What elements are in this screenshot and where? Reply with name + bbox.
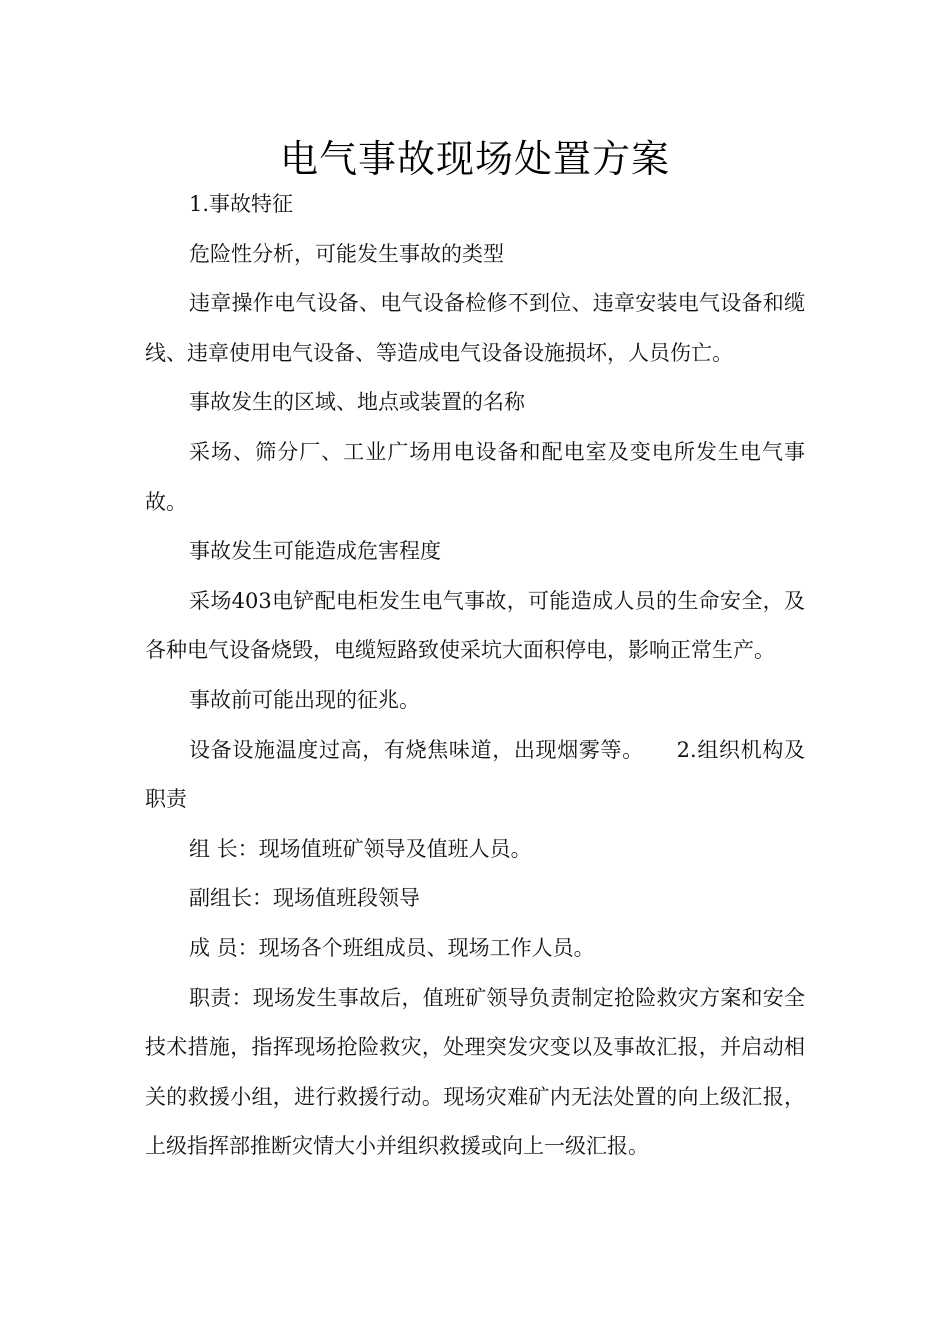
subheading-warning-signs: 事故前可能出现的征兆。 <box>189 687 420 712</box>
document-title: 电气事故现场处置方案 <box>279 137 670 181</box>
paragraph-accident-locations: 采场、筛分厂、工业广场用电设备和配电室及变电所发生电气事故。 <box>145 439 805 514</box>
subheading-hazard-analysis: 危险性分析，可能发生事故的类型 <box>189 241 504 266</box>
subheading-harm-degree: 事故发生可能造成危害程度 <box>189 539 441 564</box>
subheading-accident-locations: 事故发生的区域、地点或装置的名称 <box>189 390 525 415</box>
document-body <box>145 180 805 1172</box>
paragraph-deputy-leader: 副组长：现场值班段领导 <box>189 886 420 911</box>
paragraph-hazard-types: 违章操作电气设备、电气设备检修不到位、违章安装电气设备和缆线、违章使用电气设备、等造成电气设备设施损坏，人员伤亡。 <box>145 291 805 365</box>
paragraph-team-leader: 组 长：现场值班矿领导及值班人员。 <box>189 836 532 861</box>
section-heading-accident-features: 1.事故特征 <box>189 192 294 216</box>
paragraph-responsibilities: 职责：现场发生事故后，值班矿领导负责制定抢险救灾方案和安全技术措施，指挥现场抢险救灾，处理突发灾变以及事故汇报，并启动相关的救援小组，进行救援行动。现场灾难矿内无法处置的向上级汇报，上级指挥部推断灾情大小并组织救援或向上一级汇报。 <box>145 985 805 1159</box>
paragraph-warning-signs: 设备设施温度过高，有烧焦味道，出现烟雾等。 2.组织机构及职责 <box>145 737 805 812</box>
paragraph-members: 成 员：现场各个班组成员、现场工作人员。 <box>189 935 595 960</box>
paragraph-harm-degree: 采场403电铲配电柜发生电气事故，可能造成人员的生命安全，及各种电气设备烧毁，电缆短路致使采坑大面积停电，影响正常生产。 <box>145 588 805 663</box>
